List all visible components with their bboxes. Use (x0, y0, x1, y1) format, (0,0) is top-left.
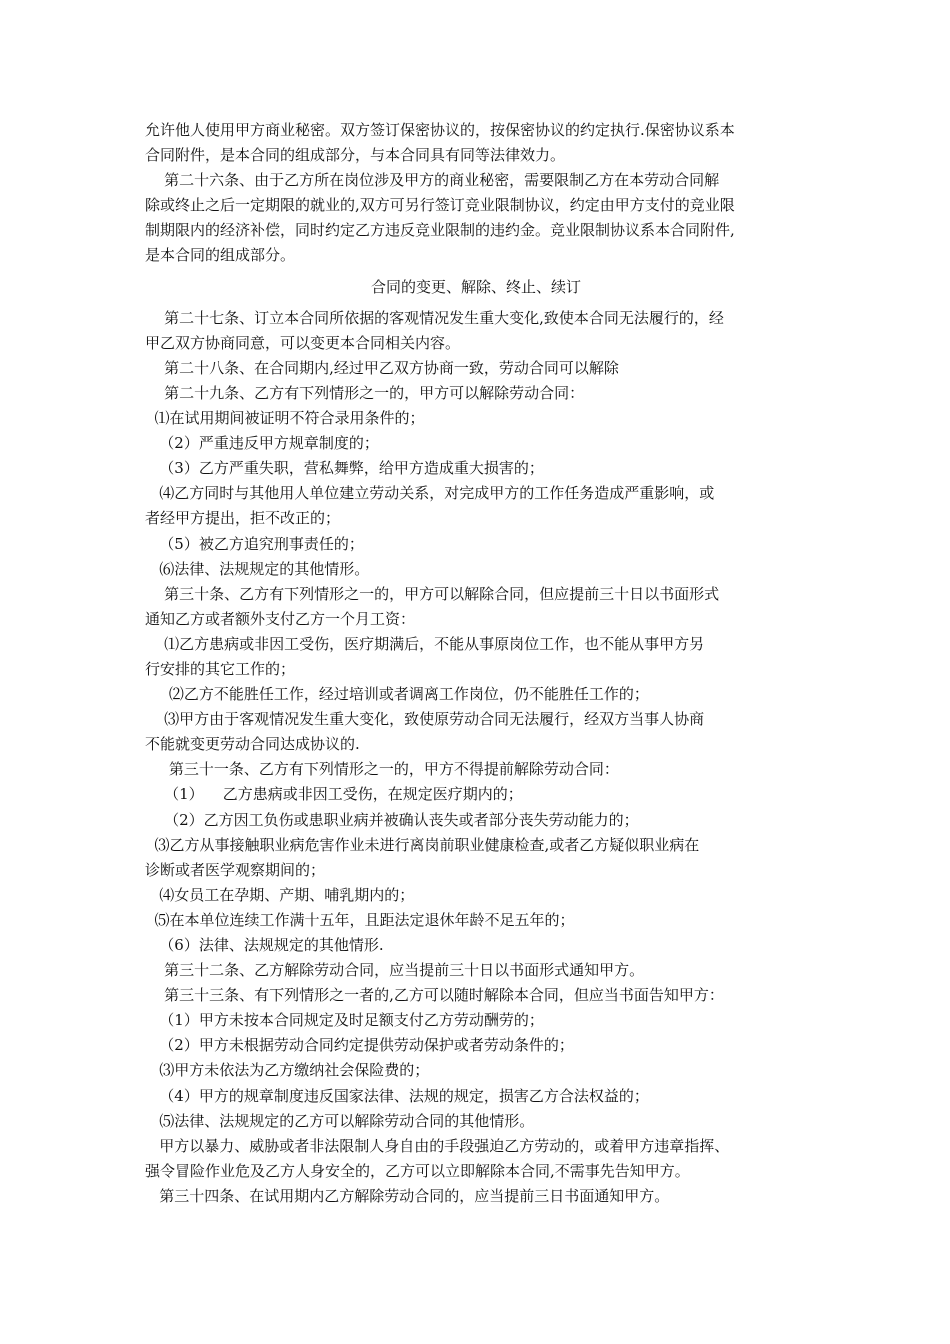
section-top (145, 118, 807, 269)
text-line: ⑵乙方不能胜任工作，经过培训或者调离工作岗位，仍不能胜任工作的； (145, 685, 649, 704)
text-line: 制期限内的经济补偿，同时约定乙方违反竞业限制的违约金。竞业限制协议系本合同附件, (145, 221, 735, 240)
text-line: 第三十二条、乙方解除劳动合同，应当提前三十日以书面形式通知甲方。 (145, 961, 645, 980)
text-line: 是本合同的组成部分。 (145, 246, 296, 265)
text-line: ⑸法律、法规规定的乙方可以解除劳动合同的其他情形。 (145, 1111, 535, 1130)
text-line: （2）严重违反甲方规章制度的； (145, 434, 379, 453)
text-line: 合同附件，是本合同的组成部分，与本合同具有同等法律效力。 (145, 146, 566, 165)
text-line: 强令冒险作业危及乙方人身安全的，乙方可以立即解除本合同,不需事先告知甲方。 (145, 1161, 690, 1180)
text-line: ⑴乙方患病或非因工受伤，医疗期满后，不能从事原岗位工作，也不能从事甲方另 (145, 634, 705, 653)
text-line: 第二十八条、在合同期内,经过甲乙双方协商一致，劳动合同可以解除 (145, 358, 619, 377)
text-line: 第二十七条、订立本合同所依据的客观情况发生重大变化,致使本合同无法履行的，经 (145, 308, 724, 327)
text-line: ⑶甲方未依法为乙方缴纳社会保险费的； (145, 1061, 430, 1080)
text-line: 第三十条、乙方有下列情形之一的，甲方可以解除合同，但应提前三十日以书面形式 (145, 584, 720, 603)
text-line: （1） 乙方患病或非因工受伤，在规定医疗期内的； (145, 785, 523, 804)
text-line: 除或终止之后一定期限的就业的,双方可另行签订竞业限制协议，约定由甲方支付的竞业限 (145, 196, 735, 215)
text-line: 诊断或者医学观察期间的； (145, 860, 326, 879)
text-line: （4）甲方的规章制度违反国家法律、法规的规定，损害乙方合法权益的； (145, 1086, 649, 1105)
text-line: ⑸在本单位连续工作满十五年，且距法定退休年龄不足五年的； (145, 910, 575, 929)
text-line: ⑷乙方同时与其他用人单位建立劳动关系，对完成甲方的工作任务造成严重影响，或 (145, 484, 715, 503)
section-heading: 合同的变更、解除、终止、续订 (370, 277, 581, 296)
text-line: （5）被乙方追究刑事责任的； (145, 534, 364, 553)
text-line: 第三十一条、乙方有下列情形之一的，甲方不得提前解除劳动合同： (145, 760, 619, 779)
text-line: 不能就变更劳动合同达成协议的. (145, 735, 360, 754)
text-line: （3）乙方严重失职，营私舞弊，给甲方造成重大损害的； (145, 459, 544, 478)
text-line: 第二十九条、乙方有下列情形之一的，甲方可以解除劳动合同： (145, 383, 585, 402)
text-line: （2）乙方因工负伤或患职业病并被确认丧失或者部分丧失劳动能力的； (145, 810, 639, 829)
contract-page (145, 118, 807, 1209)
text-line: 甲方以暴力、威胁或者非法限制人身自由的手段强迫乙方劳动的，或着甲方违章指挥、 (145, 1136, 730, 1155)
text-line: （6）法律、法规规定的其他情形. (145, 936, 384, 954)
text-line: 通知乙方或者额外支付乙方一个月工资： (145, 609, 416, 628)
text-line: 甲乙双方协商同意，可以变更本合同相关内容。 (145, 333, 461, 352)
text-line: 第二十六条、由于乙方所在岗位涉及甲方的商业秘密，需要限制乙方在本劳动合同解 (145, 171, 720, 190)
section-body (145, 306, 807, 1209)
text-line: 行安排的其它工作的； (145, 659, 296, 678)
text-line: ⑷女员工在孕期、产期、哺乳期内的； (145, 885, 415, 904)
text-line: 第三十三条、有下列情形之一者的,乙方可以随时解除本合同，但应当书面告知甲方： (145, 986, 724, 1005)
text-line: （1）甲方未按本合同规定及时足额支付乙方劳动酬劳的； (145, 1011, 544, 1030)
text-line: （2）甲方未根据劳动合同约定提供劳动保护或者劳动条件的； (145, 1036, 574, 1055)
text-line: ⑶乙方从事接触职业病危害作业未进行离岗前职业健康检查,或者乙方疑似职业病在 (145, 835, 700, 854)
text-line: 允许他人使用甲方商业秘密。双方签订保密协议的，按保密协议的约定执行.保密协议系本 (145, 121, 735, 139)
text-line: 者经甲方提出，拒不改正的； (145, 509, 341, 528)
text-line: ⑶甲方由于客观情况发生重大变化，致使原劳动合同无法履行，经双方当事人协商 (145, 710, 705, 729)
text-line: ⑴在试用期间被证明不符合录用条件的； (145, 409, 425, 428)
text-line: 第三十四条、在试用期内乙方解除劳动合同的，应当提前三日书面通知甲方。 (145, 1186, 670, 1205)
text-line: ⑹法律、法规规定的其他情形。 (145, 559, 370, 578)
